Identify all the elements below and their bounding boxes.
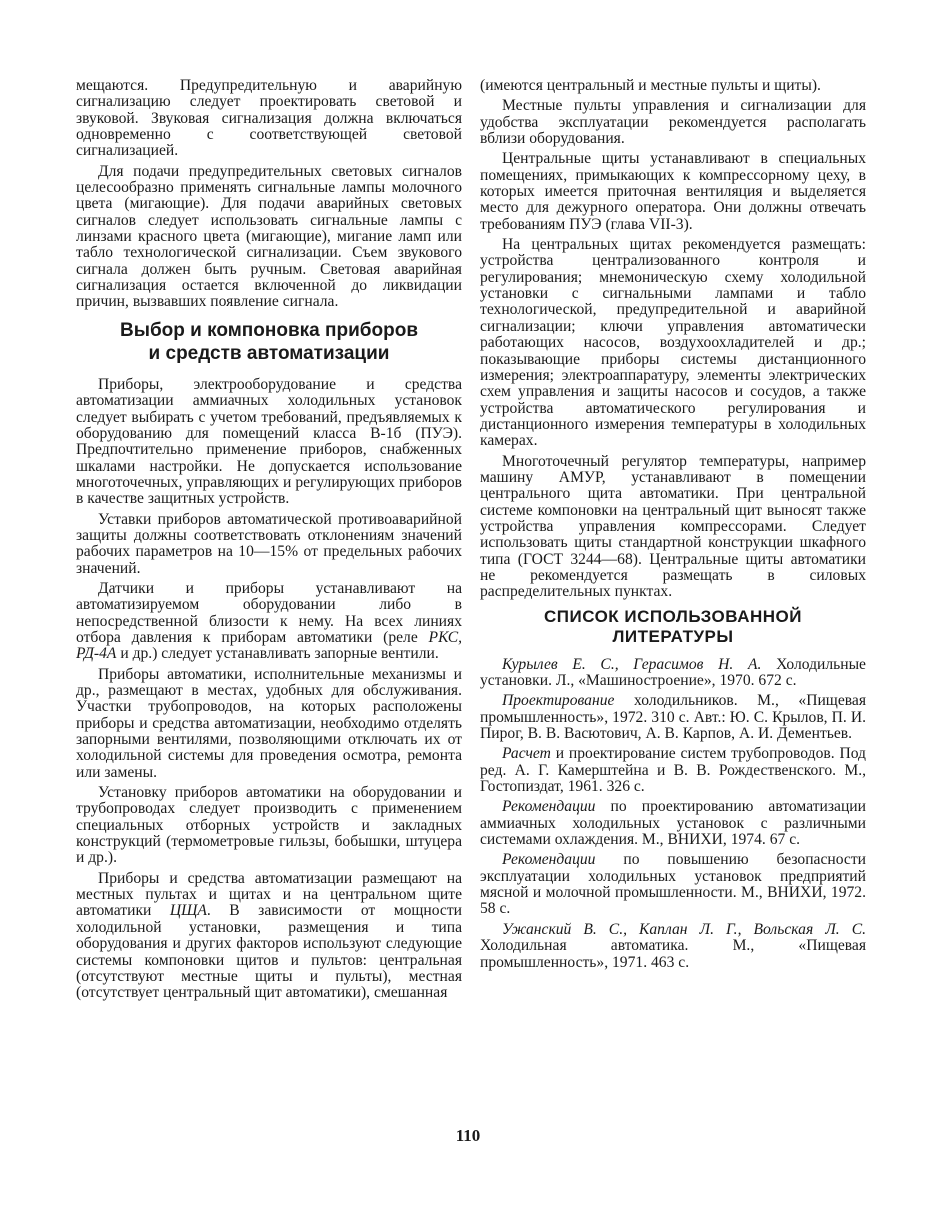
reference-item xyxy=(480,693,866,742)
reference-item xyxy=(480,799,866,848)
reference-text: холодильников. М., «Пищевая промышленность», 1972. 310 с. Авт.: Ю. С. Крылов, П. И. Пирог, В. В. Васютович, А. В. Карпов, А. И. Дементьев. xyxy=(480,692,866,743)
paragraph: мещаются. Предупредительную и аварийную сигнализацию следует проектировать световой и звуковой. Звуковая сигнализация должна включаться одновременно с соответствующей световой сигнализацией. xyxy=(76,77,462,160)
reference-author: Расчет xyxy=(502,745,551,763)
section-heading-line2: и средств автоматизации xyxy=(148,342,390,364)
paragraph: Приборы автоматики, исполнительные механизмы и др., размещают в местах, удобных для обслуживания. Участки трубопроводов, на которых расположены приборы и средства автоматизации, необходимо отделять запорными вентилями, позволяющими отключать их от холодильной системы для проведения осмотра, ремонта или замены. xyxy=(76,665,462,781)
references-heading-line2: ЛИТЕРАТУРЫ xyxy=(612,626,734,646)
reference-author: Ужанский В. С., Каплан Л. Г., Вольская Л. С. xyxy=(502,920,866,938)
references-heading-line1: СПИСОК ИСПОЛЬЗОВАННОЙ xyxy=(544,606,802,626)
paragraph: Многоточечный регулятор температуры, например машину АМУР, устанавливают в помещении центрального щита автоматики. При центральной системе компоновки на центральный щит выносят также устройства управления компрессорами. Следует использовать щиты стандартной конструкции шкафного типа (ГОСТ 3244—68). Центральные щиты автоматики не рекомендуется размещать в силовых распределительных пунктах. xyxy=(480,452,866,601)
reference-item xyxy=(480,746,866,795)
text: Приборы и средства автоматизации размещают на местных пультах и щитах и на центральном щите автоматики xyxy=(76,869,462,920)
reference-author: Рекомендации xyxy=(502,851,596,869)
right-column xyxy=(480,78,866,975)
paragraph: Уставки приборов автоматической противоаварийной защиты должны соответствовать отклонениям значений рабочих параметров на 10—15% от предельных рабочих значений. xyxy=(76,510,462,577)
reference-author: Курылев Е. С., Герасимов Н. А. xyxy=(502,655,762,673)
reference-text: по проектированию автоматизации аммиачных холодильных установок с различными системами охлаждения. М., ВНИХИ, 1974. 67 с. xyxy=(480,798,866,849)
page-number: 110 xyxy=(455,1126,481,1145)
reference-item xyxy=(480,657,866,690)
text: Датчики и приборы устанавливают на автоматизируемом оборудовании либо в непосредственной близости к нему. На всех линиях отбора давления к приборам автоматики (реле xyxy=(76,579,462,646)
text: и др.) следует устанавливать запорные вентили. xyxy=(116,645,439,663)
paragraph: Приборы, электрооборудование и средства автоматизации аммиачных холодильных установок следует выбирать с учетом требований, предъявляемых к оборудованию для помещений класса В-1б (ПУЭ). Предпочтительно применение приборов, снабженных шкалами настройки. Не допускается использование многоточечных, управляющих и регулирующих приборов в качестве защитных устройств. xyxy=(76,375,462,508)
reference-text: и проектирование систем трубопроводов. Под ред. А. Г. Камерштейна и В. В. Рождественского. М., Гостопиздат, 1961. 326 с. xyxy=(480,745,866,796)
left-column xyxy=(76,78,462,1006)
paragraph: На центральных щитах рекомендуется размещать: устройства централизованного контроля и регулирования; мнемоническую схему холодильной установки с сигнальными лампами и табло технологической, предупредительной и аварийной сигнализации; ключи управления автоматически работающих насосов, воздухоохладителей и др.; показывающие приборы системы дистанционного измерения; электроаппаратуру, элементы электрических схем управления и защиты насосов и сосудов, а также устройства автоматического регулирования и дистанционного измерения температуры в холодильных камерах. xyxy=(480,236,866,450)
section-heading-line1: Выбор и компоновка приборов xyxy=(120,319,418,341)
reference-text: Холодильные установки. Л., «Машиностроение», 1970. 672 с. xyxy=(480,655,866,689)
paragraph: (имеются центральный и местные пульты и щиты). xyxy=(480,77,821,94)
paragraph: Центральные щиты устанавливают в специальных помещениях, примыкающих к компрессорному цеху, в которых имеется приточная вентиляция и выделяется место для дежурного оператора. Они должны отвечать требованиям ПУЭ (глава VII-3). xyxy=(480,150,866,233)
paragraph: Установку приборов автоматики на оборудовании и трубопроводах следует производить с применением специальных отборных устройств и закладных конструкций (термометровые гильзы, бобышки, штуцера и др.). xyxy=(76,784,462,867)
section-heading xyxy=(76,319,462,365)
reference-text: по повышению безопасности эксплуатации холодильных установок предприятий мясной и молочной промышленности. М., ВНИХИ, 1972. 58 с. xyxy=(480,851,866,918)
paragraph xyxy=(76,581,462,663)
italic-text: РКС, РД-4А xyxy=(76,628,462,663)
text: . В зависимости от мощности холодильной установки, размещения и типа оборудования и других факторов используют следующие системы компоновки щитов и пультов: центральная (отсутствуют местные щиты и пульты), местная (отсутствует центральный щит автоматики), смешанная xyxy=(76,902,462,1002)
reference-author: Проектирование xyxy=(502,692,615,710)
reference-item xyxy=(480,922,866,971)
paragraph: Для подачи предупредительных световых сигналов целесообразно применять сигнальные лампы молочного цвета (мигающие). Для подачи аварийных световых сигналов следует использовать сигнальные лампы с линзами красного цвета (мигающие), мигание ламп или табло технологической сигнализации. Съем звукового сигнала должен быть ручным. Световая аварийная сигнализация остается включенной до ликвидации причин, вызвавших появление сигнала. xyxy=(76,162,462,311)
paragraph xyxy=(76,871,462,1002)
references-heading xyxy=(480,607,866,647)
reference-text: Холодильная автоматика. М., «Пищевая промышленность», 1971. 463 с. xyxy=(480,937,866,971)
paragraph: Местные пульты управления и сигнализации для удобства эксплуатации рекомендуется располагать вблизи оборудования. xyxy=(480,97,866,148)
italic-text: ЦЩА xyxy=(169,902,207,920)
reference-item xyxy=(480,852,866,917)
reference-author: Рекомендации xyxy=(502,798,596,816)
